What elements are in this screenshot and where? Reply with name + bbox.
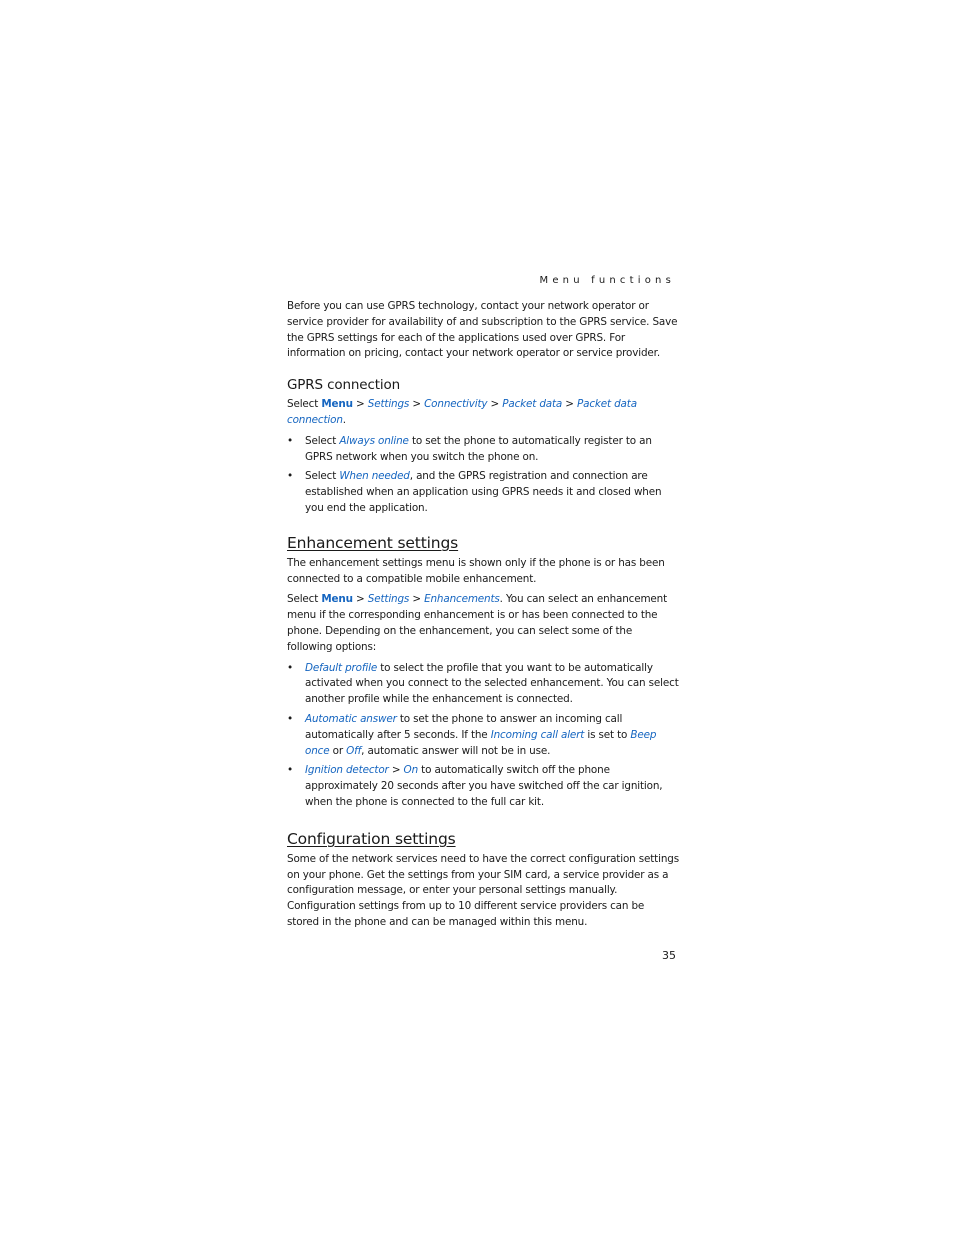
ignition-detector-option: Ignition detector (305, 764, 389, 777)
list-item (287, 712, 679, 759)
path-separator: > (409, 398, 425, 411)
incoming-call-alert-option: Incoming call alert (490, 728, 585, 741)
page-number: 35 (662, 949, 676, 962)
list-item (287, 434, 679, 466)
path-separator: > (562, 398, 578, 411)
when-needed-option: When needed (339, 470, 410, 483)
enhancement-intro: The enhancement settings menu is shown only if the phone is or has been connected to a compatible mobile enhancement. (287, 556, 665, 585)
enhancement-menu-path (287, 592, 679, 655)
bullet-text: , automatic answer will not be in use. (361, 744, 551, 757)
running-header: Menu functions (539, 275, 675, 286)
path-description: . You can select an enhancement menu if the corresponding enhancement is or has been connected to the phone. Depending on the enhancement, you can select some of the following options: (287, 593, 668, 653)
enhancements-option: Enhancements (424, 593, 500, 606)
settings-option: Settings (367, 398, 410, 411)
menu-keyword: Menu (321, 593, 353, 606)
list-item (287, 763, 679, 810)
path-select-text: Select (287, 398, 322, 411)
bullet-text: is set to (584, 728, 631, 741)
intro-paragraph: Before you can use GPRS technology, contact your network operator or service provider for availability of and subscription to the GPRS service. Save the GPRS settings for each of the applications used over GPRS. For information on pricing, contact your network operator or service provider. (287, 300, 678, 360)
gprs-connection-heading: GPRS connection (287, 377, 400, 394)
packet-data-option: Packet data (502, 398, 563, 411)
bullet-text: Select (305, 434, 340, 447)
beep-once-option: Beep once (305, 728, 657, 757)
bullet-text: to set the phone to answer an incoming call automatically after 5 seconds. If the (305, 712, 623, 741)
path-separator: > (352, 593, 368, 606)
list-item (287, 469, 679, 516)
path-separator: > (487, 398, 503, 411)
enhancement-options-list (287, 661, 679, 811)
path-separator: > (352, 398, 368, 411)
path-select-text: Select (287, 593, 322, 606)
bullet-text: to set the phone to automatically register to an GPRS network when you switch the phone on. (305, 434, 652, 463)
bullet-text: or (329, 744, 347, 757)
on-option: On (403, 764, 419, 777)
connectivity-option: Connectivity (424, 398, 488, 411)
list-item (287, 661, 679, 708)
bullet-text: to automatically switch off the phone approximately 20 seconds after you have switched off the car ignition, when the phone is connected to the full car kit. (305, 764, 663, 808)
settings-option: Settings (367, 593, 410, 606)
bullet-text: Select (305, 470, 340, 483)
gprs-options-list (287, 434, 679, 517)
menu-keyword: Menu (321, 398, 353, 411)
automatic-answer-option: Automatic answer (305, 712, 397, 725)
path-separator: > (388, 764, 404, 777)
off-option: Off (346, 744, 362, 757)
configuration-settings-heading: Configuration settings (287, 829, 456, 848)
path-end: . (342, 413, 346, 426)
page-content (287, 299, 679, 931)
configuration-paragraph: Some of the network services need to have the correct configuration settings on your phone. Get the settings from your SIM card, a service provider as a configuration message, or enter your personal settings manually. Configuration settings from up to 10 different service providers can be stored in the phone and can be managed within this menu. (287, 852, 679, 928)
always-online-option: Always online (339, 434, 409, 447)
default-profile-option: Default profile (305, 661, 378, 674)
path-separator: > (409, 593, 425, 606)
bullet-text: , and the GPRS registration and connection are established when an application using GPRS needs it and closed when you end the application. (305, 470, 662, 514)
gprs-menu-path (287, 397, 679, 429)
packet-data-connection-option: Packet data connection (287, 398, 637, 426)
enhancement-settings-heading: Enhancement settings (287, 533, 459, 552)
bullet-text: to select the profile that you want to be automatically activated when you connect to the selected enhancement. You can select another profile while the enhancement is connected. (305, 661, 679, 706)
